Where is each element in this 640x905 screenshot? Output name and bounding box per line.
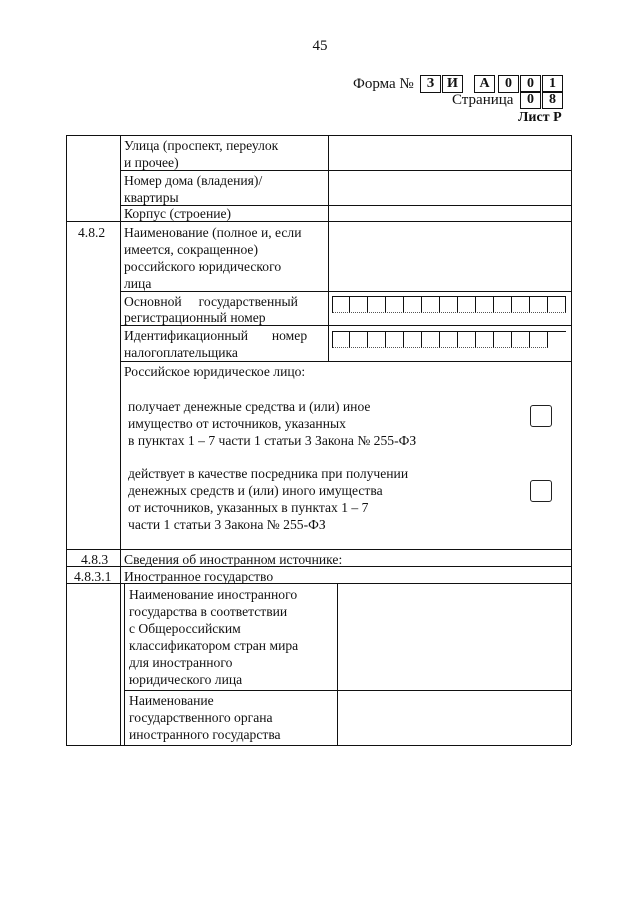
street-value[interactable] — [330, 137, 569, 169]
foreign-gov-body-label: Наименование государственного органа иностранного государства — [129, 693, 281, 742]
house-label: Номер дома (владения)/ квартиры — [124, 173, 263, 205]
page-digit-1: 0 — [520, 91, 541, 109]
form-code-cell-2: И — [442, 75, 463, 93]
option-intermediary-checkbox[interactable] — [530, 480, 552, 502]
foreign-country-name-value[interactable] — [339, 585, 569, 688]
option-receives-funds-checkbox[interactable] — [530, 405, 552, 427]
house-value[interactable] — [330, 172, 569, 204]
option-intermediary-label: действует в качестве посредника при получении денежных средств и (или) иного имущества от источников, указанных в пунктах 1 – 7 части 1 статьи 3 Закона № 255-ФЗ — [128, 466, 409, 532]
org-name-value[interactable] — [330, 223, 569, 290]
inn-label-line1: Идентификационный номер — [124, 328, 308, 343]
street-label: Улица (проспект, переулок и прочее) — [124, 138, 279, 170]
org-name-label: Наименование (полное и, если имеется, сокращенное) российского юридического лица — [124, 225, 302, 291]
sheet-label: Лист Р — [518, 110, 562, 125]
form-code-cell-1: З — [420, 75, 441, 93]
form-code-cell-4: 0 — [498, 75, 519, 93]
building-label: Корпус (строение) — [124, 206, 232, 221]
foreign-country-name-label: Наименование иностранного государства в соответствии с Общероссийским классификатором стран мира для иностранного юридического лица — [129, 587, 299, 687]
inn-label-line2: налогоплательщика — [124, 345, 238, 360]
section-4-8-3-number: 4.8.3 — [81, 552, 109, 567]
foreign-gov-body-value[interactable] — [339, 692, 569, 743]
page-digit-2: 8 — [542, 91, 563, 109]
russian-entity-header: Российское юридическое лицо: — [124, 364, 306, 379]
form-code-cell-3: А — [474, 75, 495, 93]
foreign-source-header: Сведения об иностранном источнике: — [124, 552, 343, 567]
page-number: 45 — [312, 38, 328, 54]
section-4-8-3-1-number: 4.8.3.1 — [74, 569, 112, 584]
form-code-cell-6: 1 — [542, 75, 563, 93]
ogrn-label-line1: Основной государственный — [124, 294, 298, 309]
form-number-label: Форма № — [353, 76, 414, 92]
foreign-country-header: Иностранное государство — [124, 569, 274, 584]
building-value[interactable] — [330, 207, 569, 220]
page-label: Страница — [452, 92, 514, 108]
ogrn-label-line2: регистрационный номер — [124, 310, 266, 325]
form-code-cell-5: 0 — [520, 75, 541, 93]
option-receives-funds-label: получает денежные средства и (или) иное имущество от источников, указанных в пунктах 1 – 7 части 1 статьи 3 Закона № 255-ФЗ — [128, 399, 417, 448]
section-4-8-2-number: 4.8.2 — [78, 225, 106, 240]
